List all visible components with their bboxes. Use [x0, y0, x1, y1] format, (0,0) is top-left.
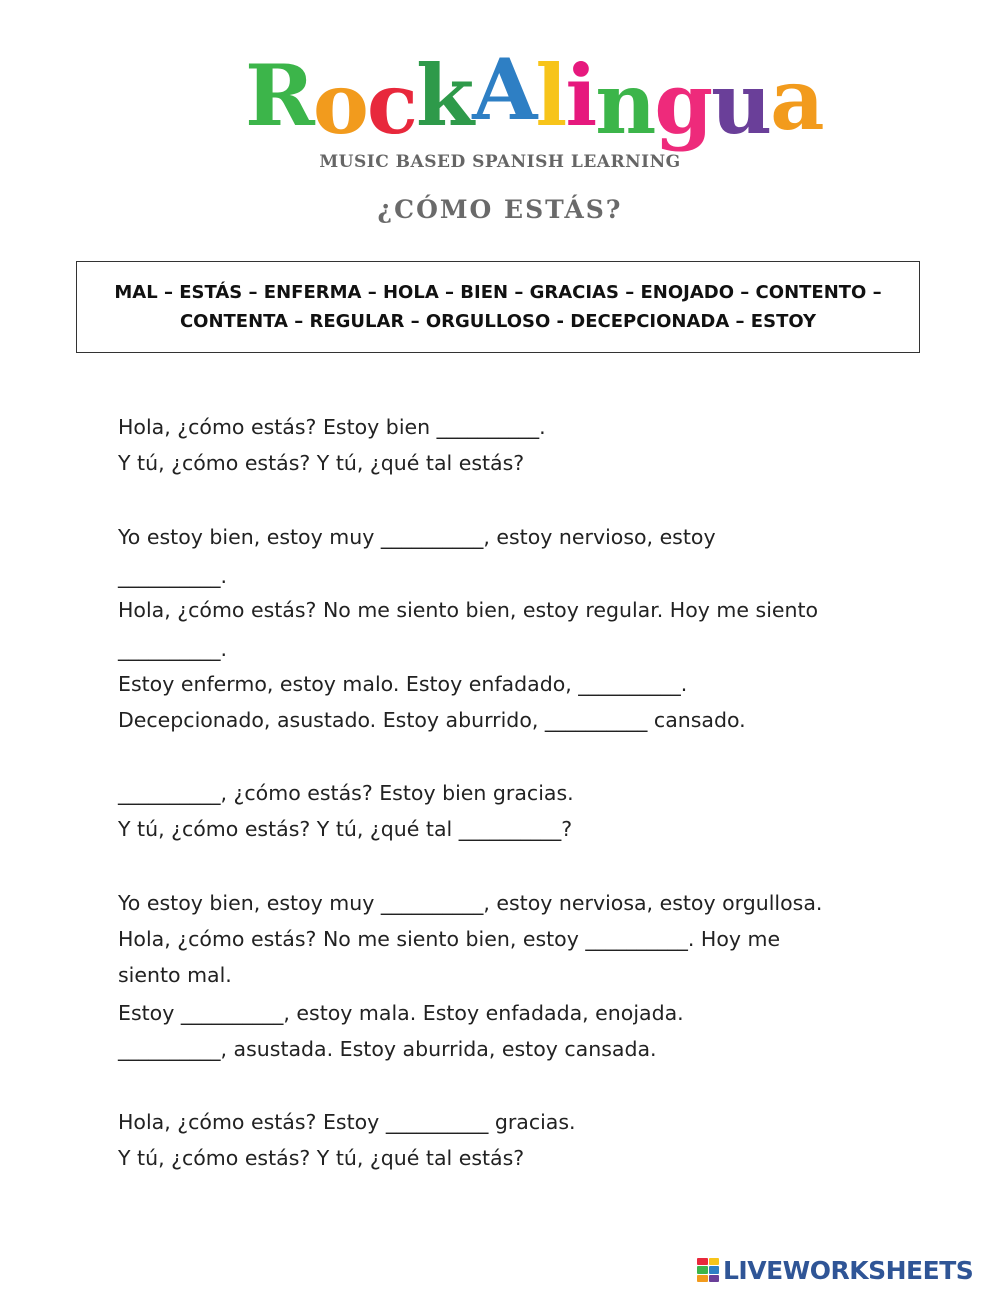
- line-text: gracias.: [488, 1110, 576, 1134]
- line-text: Estoy: [118, 1001, 181, 1025]
- exercise-line: [118, 636, 227, 662]
- line-text: .: [220, 564, 228, 588]
- answer-blank[interactable]: __________: [380, 525, 484, 549]
- line-text: , asustada. Estoy aburrida, estoy cansada.: [220, 1037, 657, 1061]
- exercise-line: [118, 1109, 576, 1135]
- line-text: Hola, ¿cómo estás? Estoy bien: [118, 415, 437, 439]
- line-text: Decepcionado, asustado. Estoy aburrido,: [118, 708, 545, 732]
- logo-letter: u: [711, 54, 771, 153]
- answer-blank[interactable]: __________: [458, 817, 562, 841]
- line-text: . Hoy me: [687, 927, 781, 951]
- logo-letter: c: [366, 54, 416, 153]
- line-text: ?: [561, 817, 573, 841]
- answer-blank[interactable]: __________: [118, 781, 221, 805]
- word-bank: MAL – ESTÁS – ENFERMA – HOLA – BIEN – GRACIAS – ENOJADO – CONTENTO – CONTENTA – REGULAR – ORGULLOSO - DECEPCIONADA – ESTOY: [76, 261, 920, 353]
- exercise-line: [118, 414, 546, 440]
- line-text: cansado.: [647, 708, 746, 732]
- logo-letter: o: [312, 54, 367, 153]
- line-text: Estoy enfermo, estoy malo. Estoy enfadado,: [118, 672, 579, 696]
- logo-letter: A: [472, 40, 536, 139]
- icon-square: [697, 1266, 708, 1273]
- line-text: Hola, ¿cómo estás? No me siento bien, estoy regular. Hoy me siento: [118, 598, 819, 622]
- line-text: Hola, ¿cómo estás? No me siento bien, estoy: [118, 927, 586, 951]
- answer-blank[interactable]: __________: [118, 564, 221, 588]
- exercise-line: [118, 597, 818, 623]
- exercise-line: [118, 450, 524, 476]
- line-text: , ¿cómo estás? Estoy bien gracias.: [220, 781, 574, 805]
- worksheet-title: ¿CÓMO ESTÁS?: [377, 195, 623, 224]
- exercise-line: [118, 1036, 657, 1062]
- line-text: .: [220, 637, 228, 661]
- exercise-line: [118, 890, 822, 916]
- exercise-line: [118, 962, 232, 988]
- icon-square: [697, 1258, 708, 1265]
- logo-letter: k: [416, 46, 473, 145]
- answer-blank[interactable]: __________: [436, 415, 540, 439]
- logo-letter: a: [770, 50, 823, 149]
- exercise-line: [118, 816, 572, 842]
- line-text: Y tú, ¿cómo estás? Y tú, ¿qué tal estás?: [118, 1146, 525, 1170]
- line-text: Y tú, ¿cómo estás? Y tú, ¿qué tal estás?: [118, 451, 525, 475]
- icon-square: [697, 1275, 708, 1282]
- answer-blank[interactable]: __________: [118, 637, 221, 661]
- icon-square: [709, 1258, 720, 1265]
- answer-blank[interactable]: __________: [118, 1037, 221, 1061]
- line-text: , estoy nerviosa, estoy orgullosa.: [483, 891, 823, 915]
- answer-blank[interactable]: __________: [544, 708, 648, 732]
- logo-letter: R: [245, 46, 313, 145]
- logo-letter: i: [565, 46, 596, 145]
- line-text: Yo estoy bien, estoy muy: [118, 525, 381, 549]
- line-text: .: [539, 415, 546, 439]
- line-text: siento mal.: [118, 963, 232, 987]
- line-text: Y tú, ¿cómo estás? Y tú, ¿qué tal: [118, 817, 459, 841]
- exercise-line: [118, 1000, 684, 1026]
- exercise-line: [118, 563, 227, 589]
- line-text: Hola, ¿cómo estás? Estoy: [118, 1110, 386, 1134]
- answer-blank[interactable]: __________: [585, 927, 688, 951]
- logo-letter: l: [535, 46, 566, 145]
- footer-brand: LIVEWORKSHEETS: [723, 1255, 974, 1285]
- liveworksheets-footer: [697, 1256, 973, 1284]
- line-text: , estoy mala. Estoy enfadada, enojada.: [283, 1001, 684, 1025]
- liveworksheets-icon: [697, 1258, 719, 1282]
- answer-blank[interactable]: __________: [180, 1001, 284, 1025]
- answer-blank[interactable]: __________: [578, 672, 681, 696]
- logo-letter: n: [595, 54, 655, 153]
- line-text: .: [680, 672, 688, 696]
- icon-square: [709, 1275, 720, 1282]
- icon-square: [709, 1266, 720, 1273]
- exercise-line: [118, 1145, 524, 1171]
- line-text: Yo estoy bien, estoy muy: [118, 891, 381, 915]
- exercise-line: [118, 707, 746, 733]
- answer-blank[interactable]: __________: [385, 1110, 489, 1134]
- answer-blank[interactable]: __________: [380, 891, 484, 915]
- exercise-line: [118, 780, 574, 806]
- exercise-line: [118, 671, 687, 697]
- logo-letter: g: [654, 54, 712, 153]
- tagline: MUSIC BASED SPANISH LEARNING: [319, 152, 681, 172]
- exercise-line: [118, 524, 716, 550]
- exercise-line: [118, 926, 780, 952]
- line-text: , estoy nervioso, estoy: [483, 525, 716, 549]
- rockalingua-logo: [245, 38, 823, 153]
